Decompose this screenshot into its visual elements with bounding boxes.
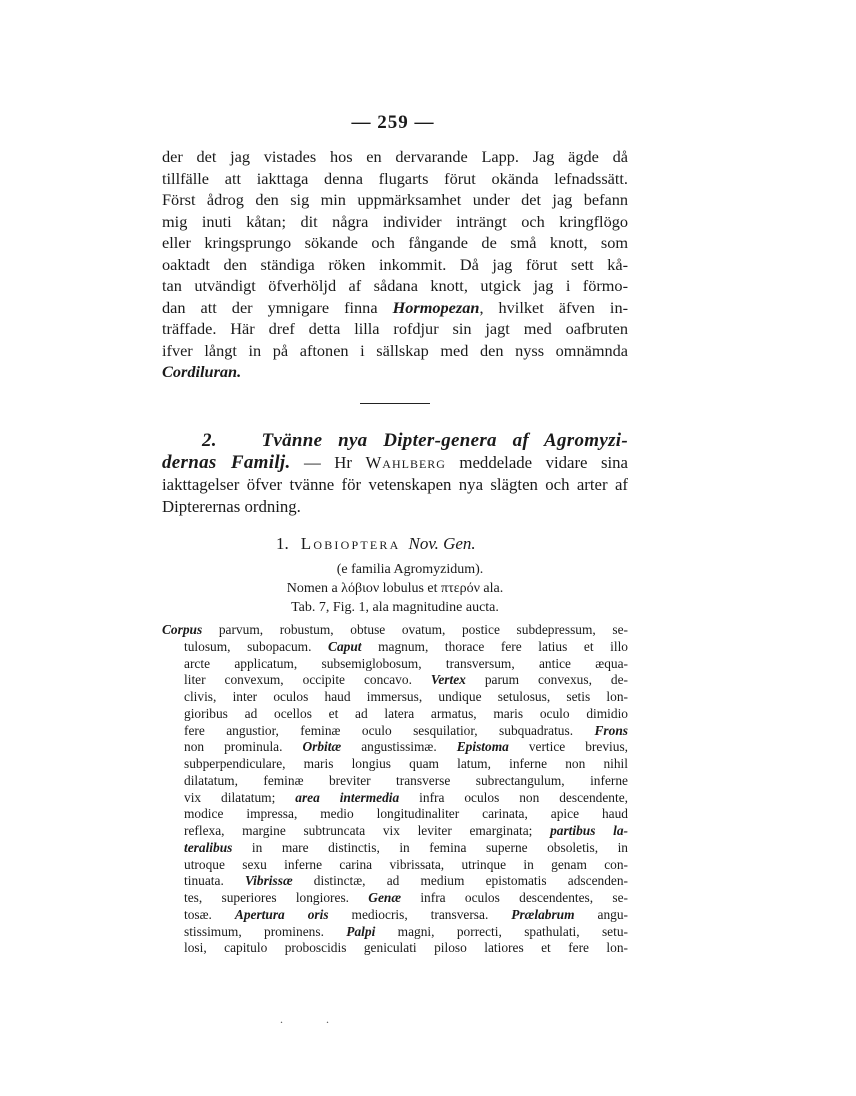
text-run: non prominula. [184,739,303,755]
text-run: tulosum, subopacum. [184,638,329,654]
text-run: dan att der ymnigare finna [162,297,393,317]
text-run: modice impressa, medio longitudinaliter carinata, apice haud [184,806,628,822]
term: Apertura oris [234,906,329,922]
text-line: mig inuti kåtan; dit några individer inträngt och kringflögo [162,211,628,231]
text-run: parum convexus, de- [465,672,628,688]
description-line [162,622,628,639]
term: Prælabrum [511,906,575,922]
text-run: losi, capitulo proboscidis geniculati piloso latiores et fere lon- [184,940,628,956]
text-run: in mare distinctis, in femina superne obsoletis, in [232,839,628,855]
term: Epistoma [456,739,509,755]
text-run: , hvilket äfven in- [479,297,629,317]
description-line [162,773,628,790]
text-run: reflexa, margine subtruncata vix leviter emarginata; [184,823,551,838]
text-run: mediocris, transversa. [328,906,512,922]
term: Vertex [430,672,466,688]
genus-family: (e familia Agromyzidum). [336,562,484,577]
text-run: fere angustior, feminæ oculo sesquilatior, subquadratus. [184,722,595,738]
description-line [162,639,628,656]
genus-status: Nov. Gen. [408,534,476,553]
term: Caput [328,638,362,654]
description-line [162,890,628,907]
text-line [162,297,628,319]
text-run: magni, porrecti, spathulati, setu- [375,923,628,939]
section-number: 2. [202,430,217,451]
text-run: — Hr [304,452,352,472]
text-run: angustissimæ. [341,739,457,755]
text-line: Först ådrog den sig min uppmärksamhet under det jag befann [162,190,628,209]
page-number: — 259 — [351,112,435,133]
text-line: der det jag vistades hos en dervarande Lapp. Jag ägde då [162,147,628,166]
paragraph-lapp-observation [162,146,628,383]
text-run: tosæ. [184,906,235,922]
text-run: angu- [574,906,628,922]
description-line [162,756,628,773]
description-line [162,823,628,840]
footer-marks: . . [280,1012,349,1026]
term: Corpus [162,622,203,637]
text-line: ifver långt in på aftonen i sällskap med den nyss omnämnda [162,340,628,360]
text-line: eller kringsprungo sökande och fångande de små knott, som [162,233,628,252]
term: partibus la- [550,823,628,838]
term: Vibrissæ [244,873,293,889]
text-run: tinuata. [184,873,245,889]
description-line [162,806,628,823]
text-run: meddelade vidare sina [459,452,628,472]
genus-plate: Tab. 7, Fig. 1, ala magnitudine aucta. [291,600,499,615]
genus-name-hormopeza: Hormopezan [392,297,480,317]
description-line [162,840,628,857]
text-run: vix dilatatum; [184,789,296,805]
text-line: tillfälle att iakttaga denna flugarts förut okända lefnadssätt. [162,168,628,188]
genus-name-cordilura: Cordiluran. [162,362,242,381]
description-line [162,656,628,673]
term: teralibus [184,839,233,855]
section-title: Tvänne nya Dipter-genera af Agromyzi- [261,430,628,451]
description-line [162,873,628,890]
description-line [162,790,628,807]
description-line [162,857,628,874]
text-run: infra oculos descendentes, se- [401,890,629,905]
text-run: liter convexum, occipite concavo. [184,672,431,688]
text-run: magnum, thorace fere latius et illo [361,638,628,654]
text-run: utroque sexu inferne carina vibrissata, utrinque in genam con- [184,856,628,872]
description-line [162,672,628,689]
description-line [162,706,628,723]
text-run: stissimum, prominens. [184,923,347,939]
text-run: vertice brevius, [508,739,629,755]
text-run: arcte applicatum, subsemiglobosum, transversum, antice æqua- [184,655,628,671]
text-run: distinctæ, ad medium epistomatis adscenden- [292,873,628,889]
text-line: oaktadt den ständiga röken inkommit. Då jag förut sett kå- [162,254,628,274]
genus-name: Lobioptera [300,534,401,553]
section-title-cont: dernas Familj. [162,451,291,473]
text-line: Dipterernas ordning. [162,496,301,516]
description-line [162,940,628,957]
section-heading [162,430,628,518]
term: Genæ [368,890,402,905]
description-line [162,907,628,924]
term: Frons [594,722,628,738]
text-run: dilatatum, feminæ breviter transverse subrectangulum, inferne [184,772,628,788]
description-line [162,739,628,756]
text-line: iakttagelser öfver tvänne för vetenskapen nya slägten och arter af [162,474,628,494]
genus-description [162,622,628,957]
section-title-line [162,430,628,452]
description-line [162,924,628,941]
text-run: tes, superiores longiores. [184,890,369,905]
text-line: tan utvändigt öfverhöljd af sådana knott, utgick jag i förmo- [162,276,628,295]
genus-etymology: Nomen a λόβιον lobulus et πτερόν ala. [286,581,504,596]
text-line: träffade. Här dref detta lilla rofdjur sin jagt med oafbruten [162,319,628,338]
text-run: gioribus ad ocellos et ad latera armatus, maris oculo dimidio [184,705,628,721]
section-divider [360,403,430,404]
text-run: subperpendiculare, maris longius quam latum, inferne non nihil [184,756,628,771]
term: Palpi [346,923,376,939]
genus-heading [276,534,476,554]
description-line [162,689,628,706]
term: Orbitæ [302,739,342,755]
author-name: Wahlberg [365,452,446,472]
description-line [162,723,628,740]
text-run: clivis, inter oculos haud immersus, undique setulosus, setis lon- [184,689,628,704]
text-run: infra oculos non descendente, [399,789,629,805]
term: area intermedia [295,789,400,805]
text-run: parvum, robustum, obtuse ovatum, postice subdepressum, se- [202,622,628,637]
section-title-line [162,452,628,474]
genus-number: 1. [276,534,289,553]
